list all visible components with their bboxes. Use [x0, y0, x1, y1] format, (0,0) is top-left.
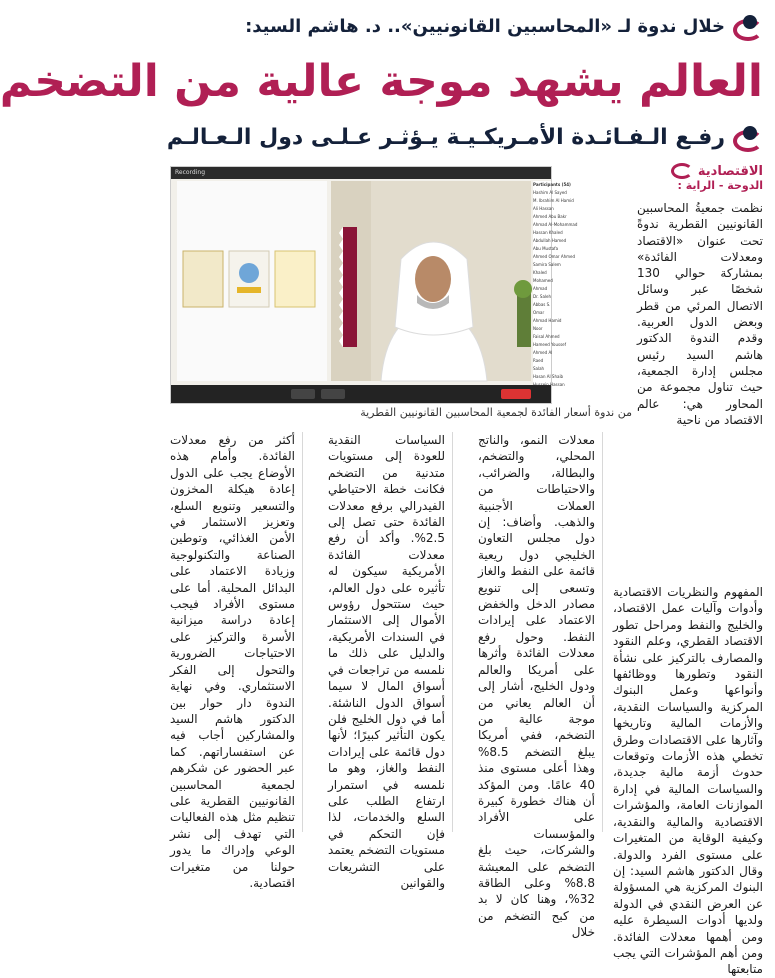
participant-item: Noor: [533, 326, 543, 331]
participants-title: Participants (54): [533, 182, 571, 187]
decorative-swirl-icon: [733, 13, 763, 39]
column-2: معدلات النمو، والناتج المحلي، والتضخم، والبطالة، والضرائب، والاحتياطات من العملات الأجنبية والذهب. وأضاف: إن دول مجلس التعاون الخليجي دول ريعية قائمة على النفط والغاز وتسعى إلى تنويع مصادر الدخل والخفض الاعتماد على إيرادات النفط. وحول رفع معدلات الفائدة وأثرها على أمريكا والعالم ودول الخليج، أشار إلى أن العالم يعاني من موجة عالية من التضخم، ففي أمريكا يبلغ التضخم 8.5% وهذا أعلى مستوى منذ 40 عامًا. ومن المؤكد أن هناك خطورة كبيرة على الأفراد والمؤسسات والشركات، حيث بلغ التضخم على المعيشة 8.8% وعلى الطاقة 32%، وهنا كان لا بد من كبح التضخم من خلال: [478, 433, 595, 940]
participant-item: Abu Mustafa: [533, 246, 559, 251]
section-logo: [643, 160, 763, 196]
participant-item: Abbas S.: [533, 302, 551, 307]
participant-item: Faisal Ahmed: [533, 334, 560, 339]
participant-item: Ahmed Al: [533, 350, 553, 355]
subhead-text: رفـع الـفـائـدة الأمـريكـيـة يـؤثـر عـلـى دول الـعـالـم: [166, 124, 725, 150]
headline: العالم يشهد موجة عالية من التضخم: [0, 56, 763, 107]
participant-item: Salah: [533, 366, 545, 371]
column-divider: [302, 432, 303, 832]
participant-item: Khaled: [533, 270, 547, 275]
recording-label: Recording: [175, 169, 206, 176]
photo-caption: من ندوة أسعار الفائدة لجمعية المحاسبين القانونيين القطرية: [360, 406, 632, 419]
section-brand: الاقتصادية: [697, 164, 763, 179]
participant-item: Hassan Khaled: [533, 230, 563, 235]
participant-item: Hameed Youssef: [533, 342, 567, 347]
kicker-text: خلال ندوة لـ «المحاسبين القانونيين».. د. هاشم السيد:: [245, 15, 725, 37]
column-divider: [602, 432, 603, 832]
column-1-continued: المفهوم والنظريات الاقتصادية وأدوات وآليات عمل الاقتصاد، والخليج والنفط ومراحل تطور الاقتصاد القطري، وعلم النقود والمصارف بالتركيز على نشأة النقود وتطورها ووظائفها وأنواعها وعمل البنوك المركزية والسياسات النقدية، والأزمات المالية وتاريخها وآثارها على الاقتصادات وطرق تخطي هذه الأزمات وتوقعات حدوث أزمة مالية جديدة، والسياسات المالية في إدارة الموازنات العامة، والمؤشرات الاقتصادية والمالية والنقدية، وكيفية الوقاية من المتغيرات على مستوى الفرد والدولة. وقال الدكتور هاشم السيد: إن البنوك المركزية هي المسؤولة عن العرض النقدي في الدولة ولديها أدوات السيطرة عليه ومن أهمها معدلات الفائدة. ومن أهم المؤشرات التي يجب متابعتها: [613, 585, 763, 977]
article-photo: [170, 166, 578, 404]
participant-item: Ahmad Al-Mohammad: [533, 222, 578, 227]
subhead: [166, 120, 763, 154]
column-3: السياسات النقدية للعودة إلى مستويات متدنية من التضخم فكانت خطة الاحتياطي الفيدرالي برفع معدلات الفائدة حتى تصل إلى 2.5%. وأكد أن رفع معدلات الفائدة الأمريكية سيكون له تأثيره على دول العالم، حيث ستتحول رؤوس الأموال إلى الاستثمار في السندات الأمريكية، والدليل على ذلك ما نلمسه من تراجعات في أسواق المال لا سيما أسواق الدول الناشئة. أما في دول الخليج فلن يكون التأثير كبيرًا؛ لأنها دول قائمة على إيرادات النفط والغاز، وهو ما نلمسه في استمرار ارتفاع الطلب على السلع والخدمات، لذا فإن التحكم في مستويات التضخم يعتمد على التشريعات والقوانين: [328, 433, 445, 890]
participant-item: Ahmed Omar Ahmed: [533, 254, 576, 259]
participant-item: Ahmad Hamid: [533, 318, 562, 323]
decorative-swirl-icon: [733, 124, 763, 150]
swirl-mini-icon: [671, 163, 693, 179]
kicker: [170, 6, 763, 46]
column-4: أكثر من رفع معدلات الفائدة. وأمام هذه الأوضاع يجب على الدول إعادة هيكلة المخزون والتسعير وتنويع السلع، وتعزيز الاستثمار في الأمن الغذائي، وتوطين الصناعة والتكنولوجية وزيادة الاعتماد على البدائل المحلية. أما على مستوى الأفراد فيجب إعادة دراسة ميزانية الأسرة والتركيز على الاحتياجات الضرورية والتحول إلى الفكر الاستثماري. وفي نهاية الندوة دار حوار بين الدكتور هاشم السيد والمشاركين أجاب فيه عن استفساراتهم. كما عبر الحضور عن شكرهم لجمعية المحاسبين القانونيين القطرية على تنظيم مثل هذه الفعاليات التي تهدف إلى نشر الوعي وإدراك ما يدور حولنا من متغيرات اقتصادية.: [170, 433, 295, 890]
participant-item: Hashim Al Sayed: [533, 190, 567, 195]
participant-item: Omar: [533, 310, 545, 315]
participant-item: Ahmed Abu Bakr: [533, 214, 567, 219]
participant-item: Hasan Al Shaib: [533, 374, 564, 379]
participant-item: Dr. Saleh: [533, 294, 551, 299]
participants-panel: [533, 181, 578, 387]
participant-item: Abdullah Hamed: [533, 238, 567, 243]
participant-item: Ahmad: [533, 286, 548, 291]
participant-item: Raed: [533, 358, 544, 363]
lead-paragraph: نظمت جمعيةُ المحاسبين القانونيين القطرية ندوةً تحت عنوان «الاقتصاد ومعدلات الفائدة» بمشاركة حوالي 130 شخصًا عبر وسائل الاتصال المرئي من قطر وبعض الدول العربية. وقدم الندوة الدكتور هاشم السيد رئيس مجلس إدارة الجمعية، حيث تناول مجموعة من المحاور هي: عالم الاقتصاد من ناحية: [637, 201, 763, 427]
participant-item: Ali Hassan: [533, 206, 554, 211]
column-divider: [452, 432, 453, 832]
dateline: الدوحة - الراية :: [677, 179, 763, 192]
participant-item: Samira Salem: [533, 262, 561, 267]
participant-item: Hussein Hassan: [533, 382, 565, 387]
participant-item: Mohamed: [533, 278, 553, 283]
participant-item: M. Ibrahim Al Hamid: [533, 198, 574, 203]
